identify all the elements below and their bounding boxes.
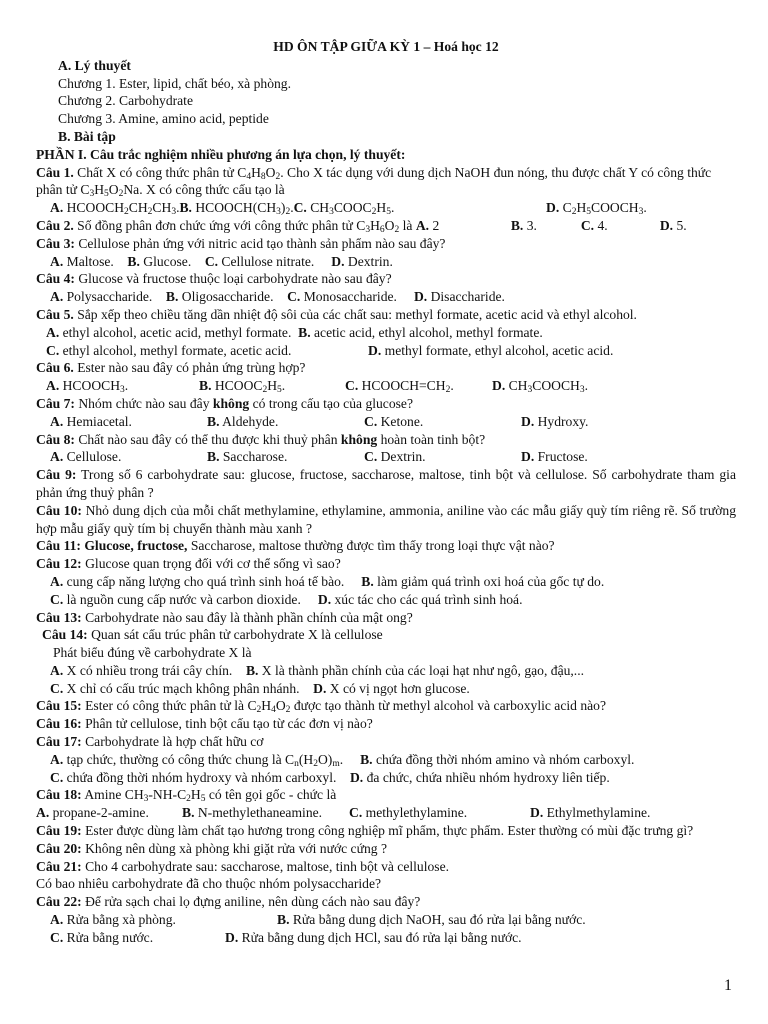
- option-text: Dextrin.: [344, 253, 393, 269]
- question-5: [36, 306, 736, 324]
- option-text: O): [317, 751, 333, 767]
- option-letter: C.: [349, 805, 363, 821]
- option-letter: B.: [298, 324, 311, 340]
- option-letter: C.: [50, 929, 64, 945]
- question-17-options-row2: [36, 769, 736, 787]
- option-text: propane-2-amine.: [49, 805, 149, 821]
- option-text: xúc tác cho các quá trình sinh hoá.: [331, 591, 523, 607]
- subscript: n: [294, 758, 299, 769]
- subscript: 8: [260, 171, 266, 182]
- subscript: 3: [89, 189, 95, 200]
- question-4-options: [36, 288, 736, 306]
- chapter-1: Chương 1. Ester, lipid, chất béo, xà phòng.: [58, 75, 291, 91]
- option-d: [521, 413, 588, 431]
- subscript: 2: [186, 794, 191, 805]
- option-d: D. $CH_3COOCH_3$.: [492, 378, 589, 396]
- question-16: [36, 715, 736, 733]
- question-text: O: [265, 164, 276, 180]
- question-label: Câu 4:: [36, 271, 75, 287]
- option-text: Maltose.: [63, 253, 114, 269]
- question-6-options: [36, 377, 736, 395]
- question-text: H: [94, 182, 105, 198]
- question-text: Ester được dùng làm chất tạo hương trong công nghiệp mĩ phẩm, thực phẩm. Ester thường có mùi đặc trưng gì?: [85, 823, 694, 839]
- option-text: ethyl alcohol, acetic acid, methyl formate.: [59, 324, 292, 340]
- question-1-options: [36, 199, 736, 217]
- option-letter: D.: [521, 449, 535, 465]
- option-text: Rửa bằng xà phòng.: [63, 912, 176, 928]
- subscript: m: [332, 758, 340, 769]
- option-letter: D.: [521, 413, 535, 429]
- section-a-heading: A. Lý thuyết: [58, 57, 131, 73]
- part-1-heading: PHẦN I. Câu trắc nghiệm nhiều phương án lựa chọn, lý thuyết:: [36, 146, 406, 162]
- subscript: 4: [246, 171, 252, 182]
- question-text: Để rửa sạch chai lọ đựng aniline, nên dùng cách nào sau đây?: [85, 894, 421, 910]
- option-text: N-methylethaneamine.: [194, 805, 323, 821]
- option-letter: D.: [492, 378, 506, 394]
- question-17: [36, 733, 736, 751]
- question-label: Câu 8:: [36, 431, 75, 447]
- option-text: Glucose.: [139, 253, 192, 269]
- question-text: H: [190, 787, 201, 803]
- option-text: Aldehyde.: [219, 413, 279, 429]
- question-text: Số đồng phân đơn chức ứng với công thức phân tử C: [73, 217, 366, 233]
- option-letter: B.: [179, 200, 192, 216]
- question-10: [36, 502, 736, 538]
- question-5-options-row1: [36, 324, 736, 342]
- option-text: chứa đồng thời nhóm hydroxy và nhóm carboxyl.: [63, 769, 337, 785]
- question-text: Nhỏ dung dịch của mỗi chất methylamine, ethylamine, ammonia, aniline vào các mẫu giấy quỳ tím riêng rẽ. Số trường hợp mẫu giấy quỳ tím bị chuyển thành màu xanh ?: [36, 502, 736, 536]
- question-12-options-row1: [36, 573, 736, 591]
- option-letter: C.: [364, 413, 378, 429]
- option-letter: C.: [50, 680, 64, 696]
- option-letter: A.: [415, 217, 430, 233]
- option-letter: D.: [368, 342, 382, 358]
- option-letter: A.: [50, 751, 64, 767]
- question-label: Câu 21:: [36, 858, 82, 874]
- option-text: chứa đồng thời nhóm amino và nhóm carboxyl.: [372, 751, 635, 767]
- option-letter: C.: [46, 342, 60, 358]
- question-21: [36, 858, 736, 876]
- option-letter: C.: [293, 200, 307, 216]
- question-label: Câu 19:: [36, 823, 82, 839]
- question-text: Na. X có công thức cấu tạo là: [123, 182, 285, 198]
- question-label: Câu 2.: [36, 217, 74, 233]
- option-letter: A.: [50, 449, 64, 465]
- question-label: Câu 5.: [36, 306, 74, 322]
- question-label: Câu 10:: [36, 502, 82, 518]
- question-text: hoàn toàn tinh bột?: [377, 431, 486, 447]
- subscript: 4: [271, 705, 276, 716]
- option-c: [581, 217, 660, 235]
- question-text: Ester nào sau đây có phản ứng trùng hợp?: [77, 360, 306, 376]
- question-text: Không nên dùng xà phòng khi giặt rửa với nước cứng ?: [85, 840, 387, 856]
- question-20: [36, 840, 736, 858]
- question-text: H: [261, 698, 272, 714]
- subscript: 3: [143, 794, 149, 805]
- question-text: Sắp xếp theo chiều tăng dần nhiệt độ sôi của các chất sau: methyl formate, acetic acid và ethyl alcohol.: [77, 306, 637, 322]
- question-text: O: [108, 182, 119, 198]
- option-letter: B.: [199, 378, 212, 394]
- option-text: CH: [306, 200, 330, 216]
- option-letter: A.: [50, 200, 64, 216]
- option-a: [416, 217, 511, 235]
- page-title: HD ÔN TẬP GIỮA KỲ 1 – Hoá học 12: [273, 39, 499, 54]
- option-letter: B.: [182, 805, 195, 821]
- option-text: .: [339, 751, 344, 767]
- question-text: H: [251, 164, 261, 180]
- question-label: Câu 13:: [36, 609, 82, 625]
- option-letter: D.: [225, 929, 239, 945]
- question-1: [36, 164, 736, 200]
- question-9: [36, 466, 736, 502]
- question-label: Câu 14:: [42, 627, 88, 643]
- option-text: Saccharose.: [219, 449, 288, 465]
- question-21-stem: Có bao nhiêu carbohydrate đã cho thuộc nhóm polysaccharide?: [36, 876, 382, 892]
- option-text: Dextrin.: [377, 449, 426, 465]
- question-label: Câu 9:: [36, 467, 77, 483]
- option-text: CH: [505, 378, 528, 394]
- option-text: 4.: [594, 217, 608, 233]
- option-text: 3.: [523, 217, 537, 233]
- question-label: Câu 22:: [36, 894, 82, 910]
- question-text: Cellulose phản ứng với nitric acid tạo thành sản phẩm nào sau đây?: [78, 235, 446, 251]
- question-text: Cho 4 carbohydrate sau: saccharose, maltose, tinh bột và cellulose.: [85, 858, 450, 874]
- question-label: Câu 17:: [36, 734, 82, 750]
- option-text: 5.: [673, 217, 687, 233]
- question-7-options: [36, 413, 736, 431]
- option-text: (H: [298, 751, 314, 767]
- option-text: ethyl alcohol, methyl formate, acetic acid.: [59, 342, 292, 358]
- question-text: Trong số 6 carbohydrate sau: glucose, fructose, saccharose, maltose, tinh bột và cellulose. Số carbohydrate tham gia phản ứng thuỷ phân ?: [36, 467, 736, 500]
- option-a: A. $HCOOCH_2CH_2CH_3.B$. $HCOOCH(CH_3)_2.C$. $CH_3COOC_2H_5$.: [50, 200, 395, 218]
- question-text: Glucose và fructose thuộc loại carbohydrate nào sau đây?: [78, 271, 392, 287]
- question-text: được tạo thành từ methyl alcohol và carboxylic acid nào?: [290, 698, 607, 714]
- question-label: Câu 7:: [36, 395, 75, 411]
- question-text: O: [275, 698, 286, 714]
- option-text: Rửa bằng nước.: [63, 929, 154, 945]
- option-letter: A.: [50, 912, 64, 928]
- question-14-options-row2: [36, 680, 736, 698]
- option-text: Oligosaccharide.: [178, 289, 274, 305]
- option-text: methylethylamine.: [362, 805, 468, 821]
- option-text: HCOOC: [211, 378, 263, 394]
- option-letter: B.: [207, 449, 220, 465]
- option-text: Polysaccharide.: [63, 289, 153, 305]
- option-letter: C.: [364, 449, 378, 465]
- option-letter: B.: [277, 912, 290, 928]
- option-c: [50, 929, 225, 947]
- option-d: D. $C_2H_5COOCH_3$.: [546, 200, 647, 218]
- question-14-stem: Phát biểu đúng về carbohydrate X là: [53, 645, 252, 661]
- question-14: [36, 626, 736, 644]
- option-text: Ethylmethylamine.: [543, 805, 651, 821]
- question-8-options: [36, 448, 736, 466]
- question-22: [36, 893, 736, 911]
- option-b: [207, 448, 364, 466]
- option-letter: C.: [50, 591, 64, 607]
- option-letter: D.: [317, 591, 332, 607]
- option-letter: A.: [46, 324, 60, 340]
- option-letter: A.: [46, 378, 60, 394]
- option-text: HCOOCH=CH: [358, 378, 446, 394]
- option-letter: C.: [287, 289, 301, 305]
- question-22-options-row1: [36, 911, 736, 929]
- option-text: là nguồn cung cấp nước và carbon dioxide.: [63, 591, 301, 607]
- option-text: Rửa bằng dung dịch NaOH, sau đó rửa lại bằng nước.: [289, 912, 586, 928]
- option-text: X chỉ có cấu trúc mạch không phân nhánh.: [63, 680, 300, 696]
- question-text: Carbohydrate là hợp chất hữu cơ: [85, 734, 264, 750]
- question-text: Phân tử cellulose, tinh bột cấu tạo từ các đơn vị nào?: [85, 716, 373, 732]
- question-emphasis: không: [212, 395, 250, 411]
- option-text: C: [559, 200, 572, 216]
- option-letter: A.: [50, 662, 64, 678]
- option-text: X có vị ngọt hơn glucose.: [326, 680, 470, 696]
- question-text: Chất X có công thức phân tử C: [73, 164, 247, 180]
- option-a: [36, 804, 182, 822]
- question-text: có tên gọi gốc - chức là: [205, 787, 337, 803]
- question-text: Saccharose, maltose thường được tìm thấy trong loại thực vật nào?: [187, 538, 555, 554]
- option-letter: D.: [546, 200, 560, 216]
- question-emphasis: không: [340, 431, 378, 447]
- option-d: [521, 448, 588, 466]
- option-letter: B.: [245, 662, 259, 678]
- question-label: Câu 11:: [36, 538, 81, 554]
- question-label: Câu 16:: [36, 716, 82, 732]
- option-text: Hemiacetal.: [63, 413, 132, 429]
- question-13: [36, 609, 736, 627]
- subscript: 5: [104, 189, 109, 200]
- option-b: B. $HCOOC_2H_5$.: [199, 378, 286, 396]
- option-letter: A.: [50, 573, 64, 589]
- option-letter: B.: [510, 217, 524, 233]
- subscript: 2: [285, 705, 291, 716]
- option-text: Hydroxy.: [534, 413, 589, 429]
- question-18-options: [36, 804, 736, 822]
- option-text: HCOOCH: [63, 200, 125, 216]
- option-text: cung cấp năng lượng cho quá trình sinh hoá tế bào.: [63, 573, 345, 589]
- option-a: A. $HCOOCH_3$.: [46, 378, 129, 396]
- section-b-heading: B. Bài tập: [58, 128, 116, 144]
- option-letter: D.: [530, 805, 544, 821]
- option-letter: D.: [331, 253, 345, 269]
- option-c: [46, 342, 368, 360]
- chapter-3: Chương 3. Amine, amino acid, peptide: [58, 111, 269, 127]
- question-15: [36, 697, 736, 715]
- option-letter: B.: [361, 573, 374, 589]
- option-text: Rửa bằng dung dịch HCl, sau đó rửa lại bằng nước.: [238, 929, 522, 945]
- subscript: 2: [275, 171, 281, 182]
- option-text: Monosaccharide.: [300, 289, 397, 305]
- question-text: có trong cấu tạo của glucose?: [249, 395, 413, 411]
- option-text: đa chức, chứa nhiều nhóm hydroxy liên tiếp.: [363, 769, 610, 785]
- option-letter: D.: [413, 289, 428, 305]
- option-text: Ketone.: [377, 413, 424, 429]
- option-text: Cellulose nitrate.: [218, 253, 315, 269]
- option-text: acetic acid, ethyl alcohol, methyl formate.: [310, 324, 543, 340]
- question-text: Carbohydrate nào sau đây là thành phần chính của mật ong?: [85, 609, 413, 625]
- question-emphasis: Glucose, fructose,: [84, 538, 188, 554]
- option-c: [364, 448, 521, 466]
- option-letter: D.: [659, 217, 674, 233]
- option-text: tạp chức, thường có công thức chung là C: [63, 751, 295, 767]
- question-17-options-row1: [36, 751, 736, 769]
- question-2: Câu 2. Số đồng phân đơn chức ứng với công thức phân tử $C_3H_6O_2$ là A. 2 B. 3. C. 4. D. 5.: [36, 217, 687, 235]
- question-3-options: [36, 253, 736, 271]
- option-text: Cellulose.: [63, 449, 122, 465]
- subscript: 5: [200, 794, 206, 805]
- option-text: HCOOCH(CH: [191, 200, 277, 216]
- subscript: 2: [313, 758, 318, 769]
- question-label: Câu 20:: [36, 840, 82, 856]
- question-text: -NH-C: [148, 787, 187, 803]
- option-letter: C.: [580, 217, 595, 233]
- question-label: Câu 15:: [36, 698, 82, 714]
- option-letter: C.: [204, 253, 219, 269]
- question-14-options-row1: [36, 662, 736, 680]
- question-text: Quan sát cấu trúc phân tử carbohydrate X là cellulose: [91, 627, 383, 643]
- question-12: [36, 555, 736, 573]
- option-text: X có nhiều trong trái cây chín.: [63, 662, 233, 678]
- option-c: [364, 413, 521, 431]
- option-b: [182, 804, 349, 822]
- question-label: Câu 12:: [36, 556, 82, 572]
- option-text: làm giảm quá trình oxi hoá của gốc tự do.: [373, 573, 605, 589]
- question-label: Câu 1.: [36, 164, 74, 180]
- option-letter: B.: [127, 253, 140, 269]
- question-label: Câu 18:: [36, 787, 82, 803]
- option-d: [660, 217, 687, 235]
- option-text: HCOOCH: [59, 378, 121, 394]
- option-letter: B.: [165, 289, 179, 305]
- option-text: Disaccharide.: [427, 289, 505, 305]
- option-letter: A.: [50, 253, 64, 269]
- subscript: 2: [118, 189, 124, 200]
- question-5-options-row2: [36, 342, 736, 360]
- question-4: [36, 270, 736, 288]
- option-letter: A.: [50, 289, 64, 305]
- question-19: [36, 822, 736, 840]
- option-text: 2: [429, 217, 440, 233]
- question-8: [36, 431, 736, 449]
- option-letter: D.: [313, 680, 327, 696]
- option-text: methyl formate, ethyl alcohol, acetic acid.: [381, 342, 614, 358]
- question-text: Ester có công thức phân tử là C: [85, 698, 257, 714]
- question-text: Chất nào sau đây có thể thu được khi thuỷ phân: [78, 431, 341, 447]
- option-a: [50, 911, 277, 929]
- document-content: [36, 38, 736, 947]
- option-b: [207, 413, 364, 431]
- question-text: . Cho X tác dụng với dung dịch NaOH đun nóng, thu được chất Y có công thức phân tử C: [36, 164, 712, 198]
- option-letter: B.: [360, 751, 373, 767]
- option-d: [530, 804, 650, 822]
- question-3: [36, 235, 736, 253]
- option-letter: B.: [207, 413, 220, 429]
- question-text: Glucose quan trọng đối với cơ thể sống vì sao?: [85, 556, 341, 572]
- page-number: 1: [724, 977, 732, 994]
- question-text: Amine CH: [84, 787, 144, 803]
- question-label: Câu 6.: [36, 360, 74, 376]
- option-text: X là thành phần chính của các loại hạt như ngô, gạo, đậu,...: [258, 662, 584, 678]
- option-c: C. $HCOOCH=CH_2$.: [345, 378, 454, 396]
- option-text: Fructose.: [534, 449, 588, 465]
- subscript: 2: [256, 705, 262, 716]
- option-b: [511, 217, 581, 235]
- option-letter: A.: [36, 805, 50, 821]
- chapter-2: Chương 2. Carbohydrate: [58, 93, 193, 109]
- question-text: Nhóm chức nào sau đây: [78, 395, 213, 411]
- question-11: [36, 537, 736, 555]
- option-letter: A.: [50, 413, 64, 429]
- option-letter: D.: [349, 769, 364, 785]
- question-12-options-row2: [36, 591, 736, 609]
- question-22-options-row2: [36, 929, 736, 947]
- option-a: [50, 413, 207, 431]
- question-label: Câu 3:: [36, 235, 75, 251]
- question-6: [36, 359, 736, 377]
- question-18: [36, 786, 736, 804]
- question-7: [36, 395, 736, 413]
- option-letter: C.: [345, 378, 359, 394]
- option-letter: C.: [50, 769, 64, 785]
- option-c: [349, 804, 530, 822]
- question-text: là: [399, 217, 416, 233]
- option-a: [50, 448, 207, 466]
